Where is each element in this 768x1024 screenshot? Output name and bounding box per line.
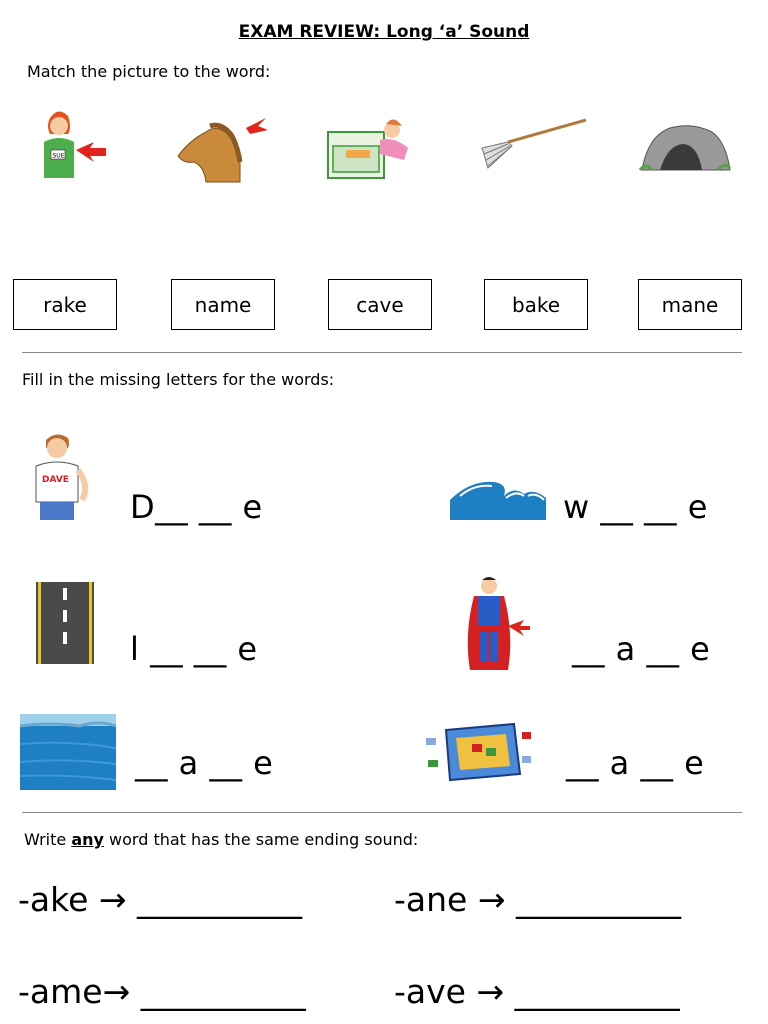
superhero-cape-icon: [462, 574, 534, 674]
board-game-icon: [424, 720, 532, 782]
answer-blank[interactable]: __________: [516, 880, 682, 919]
rake-icon: [478, 116, 588, 172]
answer-blank[interactable]: __________: [140, 972, 306, 1011]
fill-word-lake: __ a __ e: [135, 744, 274, 782]
fill-word-lane: l __ __ e: [130, 630, 258, 668]
ending-ane: -ane → __________: [394, 880, 682, 919]
section-divider: [22, 352, 742, 353]
ending-ake: -ake → __________: [18, 880, 303, 919]
emphasis-any: any: [71, 830, 104, 849]
word-box-bake: bake: [484, 279, 588, 330]
fill-word-wave: w __ __ e: [563, 488, 708, 526]
fill-word-cape: __ a __ e: [572, 630, 711, 668]
girl-name-tag-icon: [36, 108, 116, 184]
ending-ame: -ame→ __________: [18, 972, 306, 1011]
title-prefix: EXAM REVIEW: [238, 22, 374, 42]
name-tag-text: SUE: [52, 152, 65, 160]
lake-icon: [20, 714, 116, 790]
fill-word-dave: D__ __ e: [130, 488, 263, 526]
answer-blank[interactable]: __________: [514, 972, 680, 1011]
fill-instruction: Fill in the missing letters for the words:: [22, 370, 335, 389]
answer-blank[interactable]: __________: [137, 880, 303, 919]
section-divider: [22, 812, 742, 813]
fill-word-game: __ a __ e: [566, 744, 705, 782]
title-suffix: : Long ‘a’ Sound: [373, 22, 530, 42]
word-box-rake: rake: [13, 279, 117, 330]
road-lane-icon: [36, 582, 94, 664]
word-box-name: name: [171, 279, 275, 330]
word-box-mane: mane: [638, 279, 742, 330]
horse-mane-icon: [176, 118, 256, 186]
wave-icon: [450, 474, 546, 520]
cave-icon: [640, 122, 732, 174]
match-instruction: Match the picture to the word:: [27, 62, 271, 81]
boy-dave-icon: [30, 430, 96, 522]
shirt-text: DAVE: [42, 475, 69, 485]
word-box-cave: cave: [328, 279, 432, 330]
ending-ave: -ave → __________: [394, 972, 680, 1011]
oven-baking-icon: [324, 114, 414, 182]
page-title: [0, 22, 768, 42]
ending-instruction: Write any word that has the same ending sound:: [24, 830, 419, 849]
